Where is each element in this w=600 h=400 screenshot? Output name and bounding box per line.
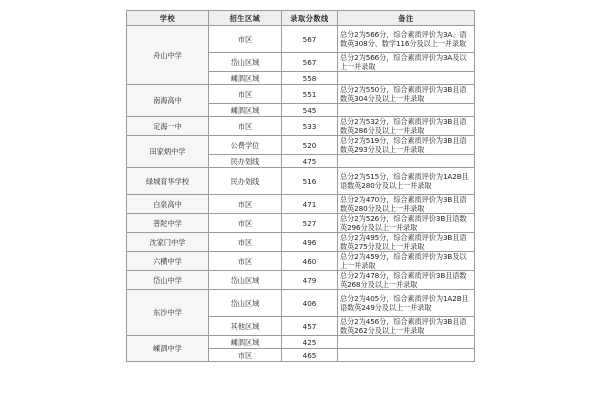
note-cell: 总分2为478分，综合素质评价3B且语数英268分及以上一并录取 bbox=[338, 271, 475, 290]
note-cell bbox=[338, 72, 475, 85]
area-cell: 民办划线 bbox=[209, 155, 282, 168]
table-row bbox=[127, 214, 475, 233]
area-cell: 市区 bbox=[209, 85, 282, 104]
area-cell: 嵊泗区域 bbox=[209, 336, 282, 349]
table-row bbox=[127, 85, 475, 104]
score-cell: 496 bbox=[282, 233, 338, 252]
area-cell: 嵊泗区域 bbox=[209, 104, 282, 117]
school-cell: 定海一中 bbox=[127, 117, 209, 136]
table-row bbox=[127, 233, 475, 252]
note-cell: 总分2为566分，综合素质评价为3A、语数英308分、数学116分及以上一并录取 bbox=[338, 26, 475, 53]
school-cell: 白泉高中 bbox=[127, 195, 209, 214]
table-row bbox=[127, 136, 475, 155]
header-note: 备注 bbox=[338, 11, 475, 26]
note-cell: 总分2为519分，综合素质评价为3B且语数英293分及以上一并录取 bbox=[338, 136, 475, 155]
area-cell: 岱山区域 bbox=[209, 53, 282, 72]
note-cell: 总分2为566分，综合素质评价为3A及以上一并录取 bbox=[338, 53, 475, 72]
header-school: 学校 bbox=[127, 11, 209, 26]
table-row bbox=[127, 271, 475, 290]
area-cell: 民办划线 bbox=[209, 168, 282, 195]
note-cell: 总分2为495分，综合素质评价为3B且语数英275分及以上一并录取 bbox=[338, 233, 475, 252]
area-cell: 市区 bbox=[209, 233, 282, 252]
school-cell: 东沙中学 bbox=[127, 290, 209, 336]
header-score: 录取分数线 bbox=[282, 11, 338, 26]
score-cell: 545 bbox=[282, 104, 338, 117]
admission-table bbox=[126, 10, 475, 362]
score-cell: 533 bbox=[282, 117, 338, 136]
table-row bbox=[127, 168, 475, 195]
school-cell: 南海高中 bbox=[127, 85, 209, 117]
score-cell: 516 bbox=[282, 168, 338, 195]
score-cell: 460 bbox=[282, 252, 338, 271]
area-cell: 市区 bbox=[209, 214, 282, 233]
area-cell: 市区 bbox=[209, 26, 282, 53]
table-row bbox=[127, 195, 475, 214]
note-cell bbox=[338, 155, 475, 168]
school-cell: 绿城育华学校 bbox=[127, 168, 209, 195]
table-row bbox=[127, 26, 475, 53]
school-cell: 普陀中学 bbox=[127, 214, 209, 233]
note-cell: 总分2为405分，综合素质评价为1A2B且语数英249分及以上一并录取 bbox=[338, 290, 475, 317]
note-cell bbox=[338, 349, 475, 362]
table-row bbox=[127, 290, 475, 317]
area-cell: 市区 bbox=[209, 117, 282, 136]
note-cell: 总分2为532分，综合素质评价为3B且语数英286分及以上一并录取 bbox=[338, 117, 475, 136]
school-cell: 岱山中学 bbox=[127, 271, 209, 290]
area-cell: 岱山区域 bbox=[209, 290, 282, 317]
score-cell: 567 bbox=[282, 26, 338, 53]
note-cell bbox=[338, 104, 475, 117]
score-cell: 425 bbox=[282, 336, 338, 349]
score-cell: 527 bbox=[282, 214, 338, 233]
note-cell: 总分2为515分，综合素质评价为1A2B且语数英280分及以上一并录取 bbox=[338, 168, 475, 195]
area-cell: 市区 bbox=[209, 252, 282, 271]
school-cell: 舟山中学 bbox=[127, 26, 209, 85]
school-cell: 田家炳中学 bbox=[127, 136, 209, 168]
score-cell: 457 bbox=[282, 317, 338, 336]
table-row bbox=[127, 117, 475, 136]
table-header-row bbox=[127, 11, 475, 26]
score-cell: 567 bbox=[282, 53, 338, 72]
note-cell: 总分2为470分，综合素质评价为3B且语数英280分及以上一并录取 bbox=[338, 195, 475, 214]
area-cell: 嵊泗区域 bbox=[209, 72, 282, 85]
note-cell: 总分2为526分，综合素质评价3B且语数英296分及以上一并录取 bbox=[338, 214, 475, 233]
table-row bbox=[127, 252, 475, 271]
score-cell: 558 bbox=[282, 72, 338, 85]
table-row bbox=[127, 336, 475, 349]
area-cell: 公费学位 bbox=[209, 136, 282, 155]
note-cell: 总分2为459分，综合素质评价为3B及以上一并录取 bbox=[338, 252, 475, 271]
area-cell: 岱山区域 bbox=[209, 271, 282, 290]
score-cell: 520 bbox=[282, 136, 338, 155]
area-cell: 其他区域 bbox=[209, 317, 282, 336]
admission-table-container bbox=[126, 10, 474, 362]
school-cell: 沈家门中学 bbox=[127, 233, 209, 252]
score-cell: 471 bbox=[282, 195, 338, 214]
score-cell: 465 bbox=[282, 349, 338, 362]
school-cell: 六横中学 bbox=[127, 252, 209, 271]
note-cell: 总分2为456分，综合素质评价为3B且语数英262分及以上一并录取 bbox=[338, 317, 475, 336]
score-cell: 475 bbox=[282, 155, 338, 168]
area-cell: 市区 bbox=[209, 349, 282, 362]
note-cell bbox=[338, 336, 475, 349]
score-cell: 551 bbox=[282, 85, 338, 104]
note-cell: 总分2为550分，综合素质评价为3B且语数英304分及以上一并录取 bbox=[338, 85, 475, 104]
score-cell: 406 bbox=[282, 290, 338, 317]
header-area: 招生区域 bbox=[209, 11, 282, 26]
score-cell: 479 bbox=[282, 271, 338, 290]
area-cell: 市区 bbox=[209, 195, 282, 214]
school-cell: 嵊泗中学 bbox=[127, 336, 209, 362]
